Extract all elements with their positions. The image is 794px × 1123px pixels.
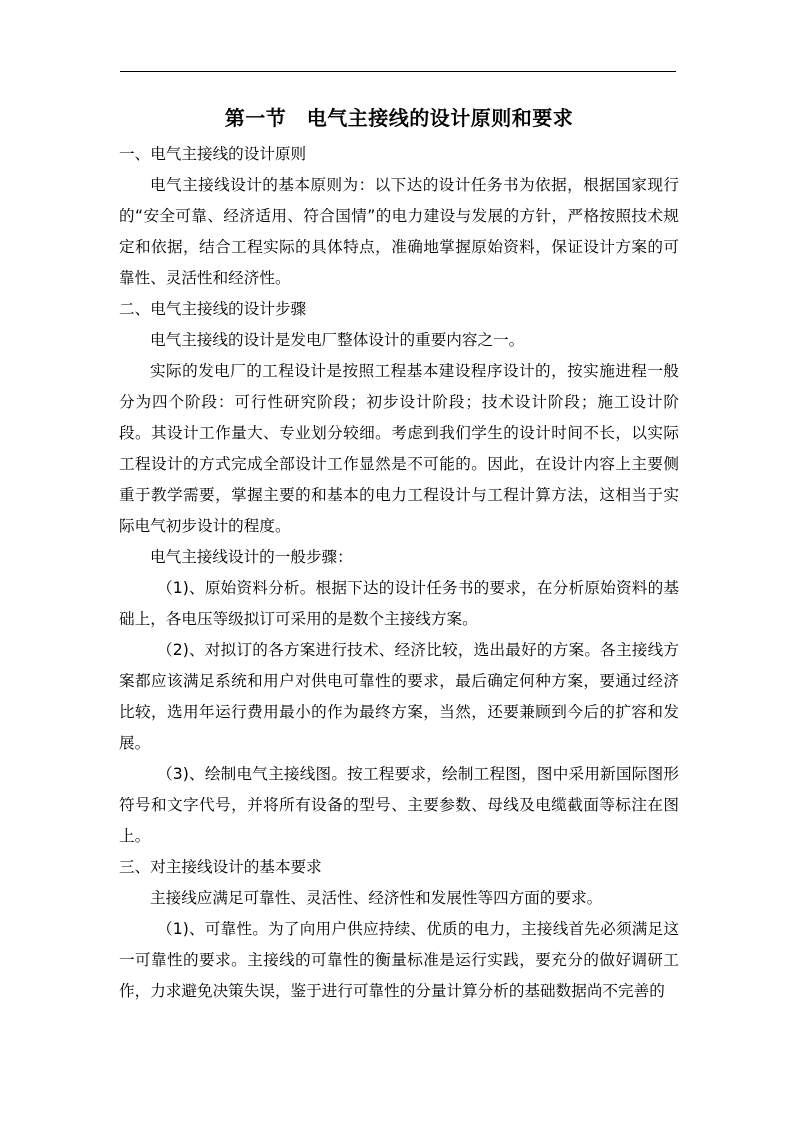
- paragraph: 电气主接线设计的一般步骤：: [150, 548, 353, 566]
- section-title: 第一节 电气主接线的设计原则和要求: [224, 106, 574, 130]
- step-item: （3)、绘制电气主接线图。按工程要求，绘制工程图，图中采用新国际图形符号和文字代号，并将所有设备的型号、主要参数、母线及电缆截面等标注在图上。: [119, 765, 679, 845]
- paragraph: 电气主接线的设计是发电厂整体设计的重要内容之一。: [150, 331, 525, 349]
- paragraph: 主接线应满足可靠性、灵活性、经济性和发展性等四方面的要求。: [150, 889, 603, 907]
- document-body: [119, 97, 679, 1007]
- paragraph: 电气主接线设计的基本原则为：以下达的设计任务书为依据，根据国家现行的“安全可靠、经济适用、符合国情”的电力建设与发展的方针，严格按照技术规定和依据，结合工程实际的具体特点，准确地掌握原始资料，保证设计方案的可靠性、灵活性和经济性。: [119, 176, 679, 287]
- heading-design-steps: 二、电气主接线的设计步骤: [119, 300, 307, 318]
- step-item: （1)、可靠性。为了向用户供应持续、优质的电力，主接线首先必须满足这一可靠性的要求。主接线的可靠性的衡量标准是运行实践，要充分的做好调研工作，力求避免决策失误，鉴于进行可靠性的分量计算分析的基础数据尚不完善的: [119, 920, 679, 1000]
- heading-design-principles: 一、电气主接线的设计原则: [119, 145, 307, 163]
- header-rule: [120, 71, 676, 72]
- heading-basic-requirements: 三、对主接线设计的基本要求: [119, 858, 322, 876]
- step-item: （1)、原始资料分析。根据下达的设计任务书的要求，在分析原始资料的基础上，各电压等级拟订可采用的是数个主接线方案。: [119, 579, 679, 628]
- paragraph: 实际的发电厂的工程设计是按照工程基本建设程序设计的，按实施进程一般分为四个阶段：可行性研究阶段；初步设计阶段；技术设计阶段；施工设计阶段。其设计工作量大、专业划分较细。考虑到我们学生的设计时间不长，以实际工程设计的方式完成全部设计工作显然是不可能的。因此，在设计内容上主要侧重于教学需要，掌握主要的和基本的电力工程设计与工程计算方法，这相当于实际电气初步设计的程度。: [119, 362, 679, 535]
- step-item: （2)、对拟订的各方案进行技术、经济比较，选出最好的方案。各主接线方案都应该满足系统和用户对供电可靠性的要求，最后确定何种方案，要通过经济比较，选用年运行费用最小的作为最终方案，当然，还要兼顾到今后的扩容和发展。: [119, 641, 679, 752]
